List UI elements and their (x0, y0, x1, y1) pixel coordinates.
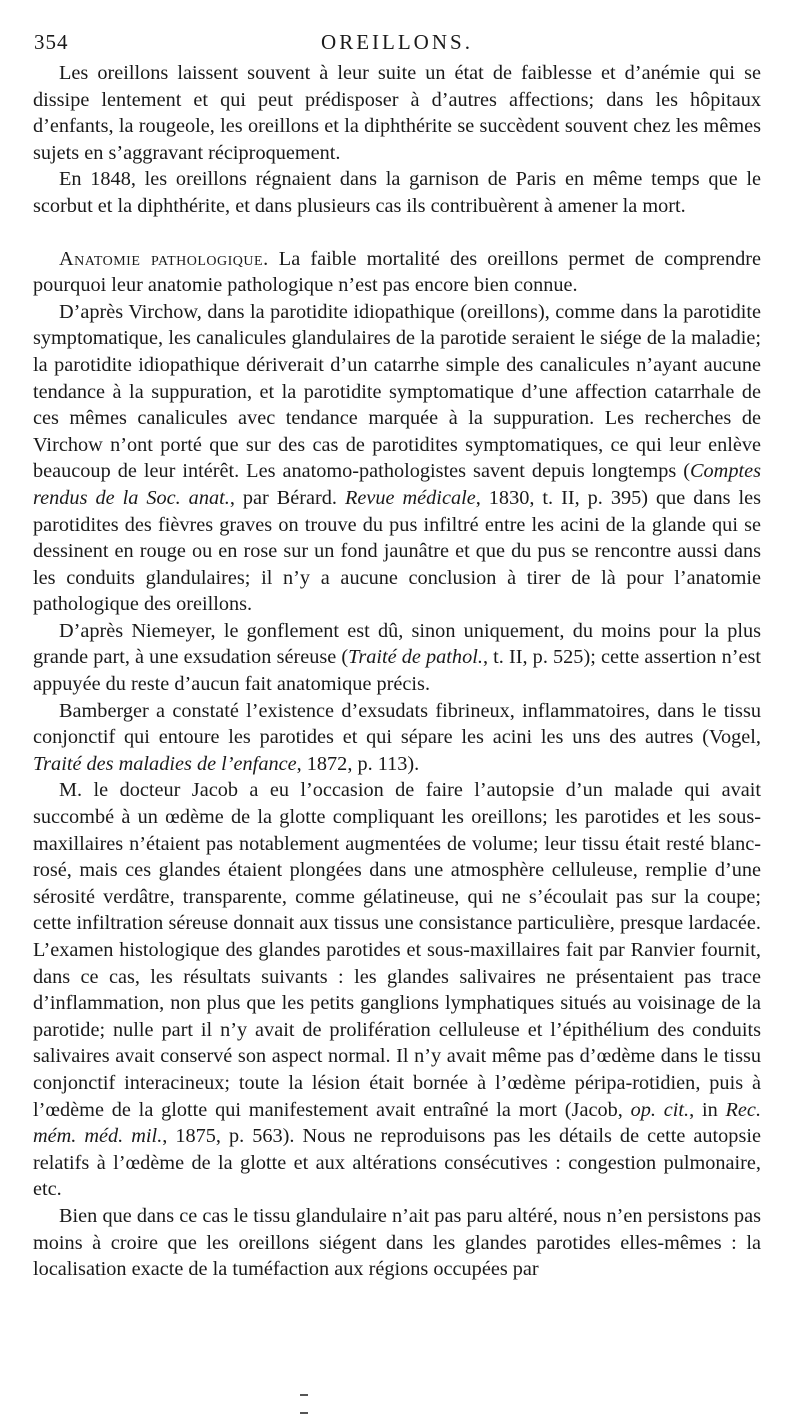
page-header (34, 24, 760, 54)
niemeyer-citation: Traité de pathol. (348, 646, 483, 669)
jacob-text-c: , 1875, p. 563). Nous ne reproduisons pas les détails de cette autopsie relatifs à l’œdème de la glotte et aux altérations consécutives : congestion pulmonaire, etc. (33, 1125, 761, 1201)
virchow-text-a: D’après Virchow, dans la parotidite idiopathique (oreillons), comme dans la parotidite symptomatique, les canalicules glandulaires de la parotide seraient le siége de la maladie; la parotidite idiopathique dériverait d’un catarrhe simple des canalicules n’ayant aucune tendance à la suppuration, et la parotidite symptomatique d’une affection catarrhale de ces mêmes canalicules avec tendance marquée à la suppuration. Les recherches de Virchow n’ont porté que sur des cas de parotidites symptomatiques, ce qui leur enlève beaucoup de leur intérêt. Les anatomo-pathologistes savent depuis longtemps ( (33, 300, 761, 483)
virchow-text-c: , 1830, t. II, p. 395) que dans les parotidites des fièvres graves on trouve du pus infiltré entre les acini de la glande qui se dessinent en rouge ou en rose sur un fond jaunâtre et que du pus se rencontre aussi dans les conduits glandulaires; il n’y a aucune conclusion à tirer de là pour l’anatomie pathologique des oreillons. (33, 486, 761, 616)
paragraph-conclusion: Bien que dans ce cas le tissu glandulaire n’ait pas paru altéré, nous n’en persistons pas moins à croire que les oreillons siégent dans les glandes parotides elles-mêmes : la localisation exacte de la tuméfaction aux régions occupées par (33, 1204, 761, 1281)
niemeyer-text-a: D’après Niemeyer, le gonflement est dû, sinon uniquement, du moins pour la plus grande part, à une exsudation séreuse ( (33, 619, 761, 669)
running-title: OREILLONS. (321, 30, 473, 54)
virchow-citation-b: Revue médicale (345, 486, 476, 509)
section-heading: Anatomie pathologique. (59, 247, 269, 270)
paragraph-anatomy (33, 246, 761, 299)
jacob-citation-b: Rec. mém. méd. mil. (33, 1098, 762, 1148)
paragraph-weakness: Les oreillons laissent souvent à leur suite un état de faiblesse et d’anémie qui se dissipe lentement et qui peut prédisposer à d’autres affections; dans les hôpitaux d’enfants, la rougeole, les oreillons et la diphthérite se succèdent souvent chez les mêmes sujets en s’aggravant réciproquement. (33, 62, 761, 164)
jacob-text-b: , in (689, 1098, 726, 1121)
bamberger-citation: Traité des maladies de l’enfance (33, 752, 297, 775)
paragraph-niemeyer (33, 618, 761, 698)
page-number: 354 (34, 30, 69, 54)
virchow-citation-a: Comptes rendus de la Soc. anat. (33, 460, 761, 509)
page-body (33, 60, 761, 1283)
jacob-text-a: M. le docteur Jacob a eu l’occasion de faire l’autopsie d’un malade qui avait succombé à un œdème de la glotte compliquant les oreillons; les parotides et les sous-maxillaires n’étaient pas notablement augmentées de volume; leur tissu était resté blanc-rosé, mais ces glandes étaient plongées dans une atmosphère celluleuse, remplie d’une sérosité verdâtre, transparente, comme gélatineuse, qui ne s’écoulait pas sur la coupe; cette infiltration séreuse donnait aux tissus une consistance particulière, presque lardacée. L’examen histologique des glandes parotides et sous-maxillaires fait par Ranvier fournit, dans ce cas, les résultats suivants : les glandes salivaires ne présentaient pas trace d’inflammation, non plus que les petits ganglions lymphatiques situés au voisinage de la parotide; nulle part il n’y avait de prolifération celluleuse et l’épithélium des conduits salivaires avait conservé son aspect normal. Il n’y avait même pas d’œdème dans le tissu conjonctif interacineux; toute la lésion était bornée à l’œdème péripa-rotidien, puis à l’œdème de la glotte qui manifestement avait entraîné la mort (Jacob, (33, 779, 761, 1121)
paragraph-jacob (33, 777, 761, 1203)
bamberger-text-a: Bamberger a constaté l’existence d’exsudats fibrineux, inflammatoires, dans le tissu conjonctif qui entoure les parotides et qui sépare les acini les uns des autres (Vogel, (33, 699, 761, 749)
paragraph-bamberger (33, 698, 761, 778)
jacob-citation-a: op. cit. (630, 1098, 690, 1121)
paragraph-virchow (33, 299, 761, 618)
page-footer-marks (300, 1383, 370, 1387)
virchow-text-b: , par Bérard. (229, 486, 345, 509)
anatomy-text: La faible mortalité des oreillons permet de comprendre pourquoi leur anatomie pathologique n’est pas encore bien connue. (33, 247, 761, 297)
niemeyer-text-b: , t. II, p. 525); cette assertion n’est appuyée du reste d’aucun fait anatomique précis. (33, 646, 762, 696)
bamberger-text-b: , 1872, p. 113). (296, 752, 420, 775)
paragraph-1848: En 1848, les oreillons régnaient dans la garnison de Paris en même temps que le scorbut et la diphthérite, et dans plusieurs cas ils contribuèrent à amener la mort. (33, 168, 761, 217)
